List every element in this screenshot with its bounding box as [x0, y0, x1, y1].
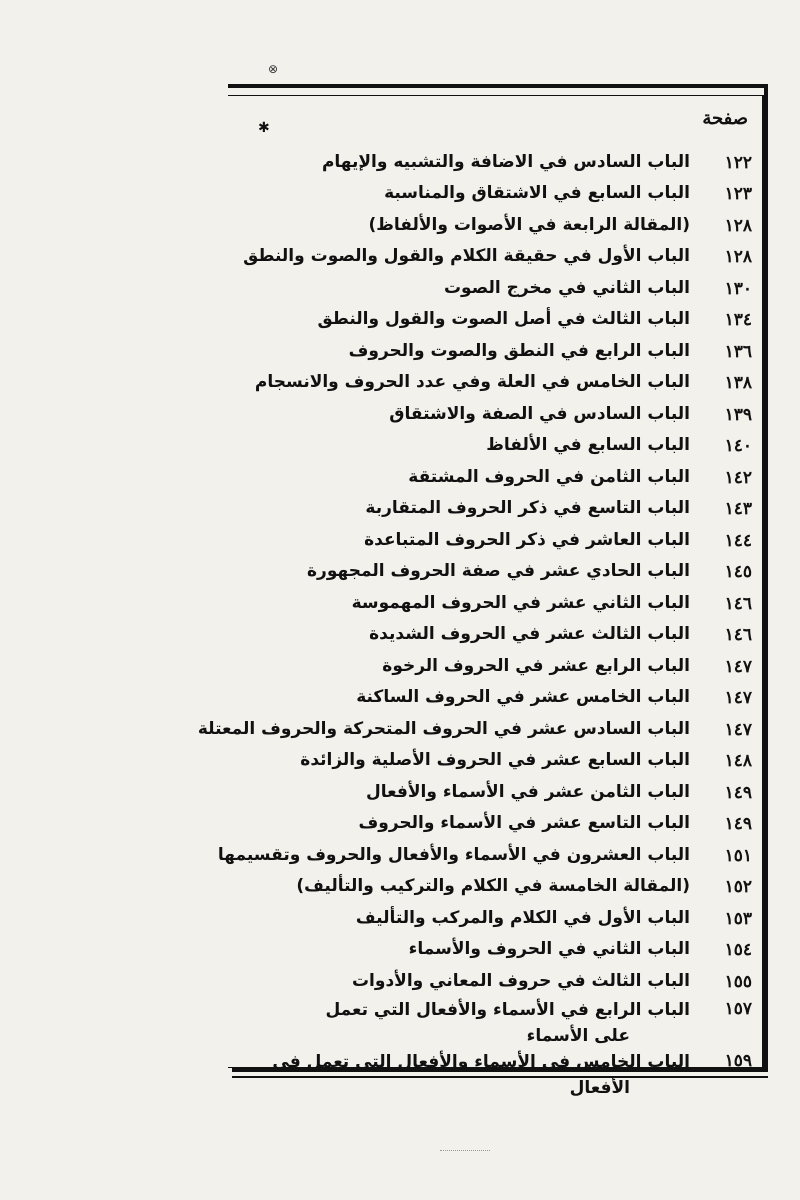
entry-title: الباب الرابع عشر في الحروف الرخوة: [382, 655, 690, 676]
entry-title: الباب الثاني عشر في الحروف المهموسة: [351, 592, 690, 613]
page-number: ١٣٨: [724, 373, 752, 394]
page-number: ١٢٨: [724, 247, 752, 268]
list-item: [238, 430, 752, 462]
list-item: [238, 335, 752, 367]
entry-title: الباب الثاني في مخرج الصوت: [443, 277, 690, 298]
entry-title: الباب الثامن في الحروف المشتقة: [408, 466, 690, 487]
list-item: [238, 367, 752, 399]
list-item: [238, 745, 752, 777]
list-item: [217, 839, 752, 871]
page-number: ١٣٦: [724, 341, 752, 362]
list-item: [238, 146, 752, 178]
list-item: [238, 965, 752, 997]
page-number: ١٤٧: [724, 719, 752, 740]
page-number: ١٥٤: [724, 940, 752, 961]
gutter-mark: ⊗: [268, 62, 279, 76]
page-number: ١٢٣: [724, 184, 752, 205]
list-item: [238, 808, 752, 840]
list-item: [238, 524, 752, 556]
page-number: ١٤٧: [724, 656, 752, 677]
list-item: [238, 241, 752, 273]
asterisk-mark: ✱: [258, 120, 270, 136]
page-number: ١٤٧: [724, 688, 752, 709]
page-number: ١٤٤: [724, 530, 752, 551]
page-number: ١٥٣: [724, 908, 752, 929]
entry-title: الباب السابع في الاشتقاق والمناسبة: [384, 183, 690, 204]
entry-title: الباب الخامس عشر في الحروف الساكنة: [356, 687, 690, 708]
page-number: ١٤٠: [724, 436, 752, 457]
list-item: [238, 556, 752, 588]
entry-title: الباب الرابع في النطق والصوت والحروف: [348, 340, 690, 361]
page-number: ١٤٢: [724, 467, 752, 488]
entry-title: (المقالة الخامسة في الكلام والتركيب والتأليف): [296, 876, 690, 897]
entry-title: الباب السادس في الاضافة والتشبيه والإيهام: [321, 151, 690, 172]
page-number: ١٥٧: [724, 998, 752, 1019]
page-column-header: صفحة: [702, 108, 748, 129]
entry-title-line: الباب الخامس في الأسماء والأفعال التي تعمل في: [272, 1051, 690, 1072]
entry-title-continuation: الأفعال: [569, 1077, 630, 1098]
entry-title: الباب الأول في حقيقة الكلام والقول والصوت والنطق: [243, 246, 690, 267]
page-number: ١٣٤: [724, 310, 752, 331]
list-item: [238, 304, 752, 336]
list-item: [238, 934, 752, 966]
list-item: [238, 209, 752, 241]
entry-title: الباب الثالث عشر في الحروف الشديدة: [369, 624, 690, 645]
entry-title: الباب الثامن عشر في الأسماء والأفعال: [366, 781, 690, 802]
list-item: [238, 619, 752, 651]
bottom-dotted-mark: [440, 1150, 490, 1152]
entry-title: الباب التاسع في ذكر الحروف المتقاربة: [365, 498, 690, 519]
entry-title: الباب السادس في الصفة والاشتقاق: [389, 403, 690, 424]
list-item: [238, 997, 752, 1049]
list-item: [238, 178, 752, 210]
page-number: ١٥٥: [724, 971, 752, 992]
page-number: ١٤٩: [724, 782, 752, 803]
page-number: ١٤٣: [724, 499, 752, 520]
page-number: ١٥١: [724, 845, 752, 866]
page-number: ١٤٨: [724, 751, 752, 772]
entry-title: (المقالة الرابعة في الأصوات والألفاظ): [368, 214, 690, 235]
entry-title: [238, 997, 700, 1049]
page-number: ١٣٠: [724, 278, 752, 299]
entry-title: الباب السابع في الألفاظ: [486, 435, 690, 456]
entry-title-continuation: على الأسماء: [526, 1025, 630, 1046]
list-item: [238, 461, 752, 493]
list-item: [238, 682, 752, 714]
entry-title: الباب السادس عشر في الحروف المتحركة والحروف المعتلة: [197, 718, 690, 739]
list-item: [238, 902, 752, 934]
page-number: ١٣٩: [724, 404, 752, 425]
entry-title: الباب الثالث في أصل الصوت والقول والنطق: [317, 309, 690, 330]
page-number: ١٤٥: [724, 562, 752, 583]
entry-title-line: الباب الرابع في الأسماء والأفعال التي تعمل: [325, 999, 690, 1020]
page-number: ١٤٦: [724, 593, 752, 614]
list-item: [197, 713, 752, 745]
entry-title: الباب الحادي عشر في صفة الحروف المجهورة: [307, 561, 690, 582]
list-item: [238, 493, 752, 525]
entry-title: الباب الثالث في حروف المعاني والأدوات: [351, 970, 690, 991]
list-item: [238, 272, 752, 304]
list-item: [238, 776, 752, 808]
list-item: [238, 587, 752, 619]
page-number: ١٢٨: [724, 215, 752, 236]
entry-title: الباب الخامس في العلة وفي عدد الحروف والانسجام: [254, 372, 690, 393]
contents-list: [197, 146, 752, 1107]
list-item: [238, 871, 752, 903]
entry-title: الباب العشرون في الأسماء والأفعال والحروف وتقسيمها: [217, 844, 690, 865]
entry-title: الباب التاسع عشر في الأسماء والحروف: [358, 813, 690, 834]
bottom-rule: [232, 1068, 768, 1078]
list-item: [238, 650, 752, 682]
list-item: [238, 398, 752, 430]
top-rule: [228, 84, 768, 96]
entry-title: الباب الأول في الكلام والمركب والتأليف: [355, 907, 690, 928]
page-number: ١٥٩: [724, 1050, 752, 1071]
entry-title: الباب السابع عشر في الحروف الأصلية والزائدة: [300, 750, 690, 771]
page-number: ١٥٢: [724, 877, 752, 898]
page-number: ١٤٩: [724, 814, 752, 835]
page-number: ١٢٢: [724, 152, 752, 173]
entry-title: الباب العاشر في ذكر الحروف المتباعدة: [364, 529, 690, 550]
entry-title: الباب الثاني في الحروف والأسماء: [408, 939, 690, 960]
page-number: ١٤٦: [724, 625, 752, 646]
